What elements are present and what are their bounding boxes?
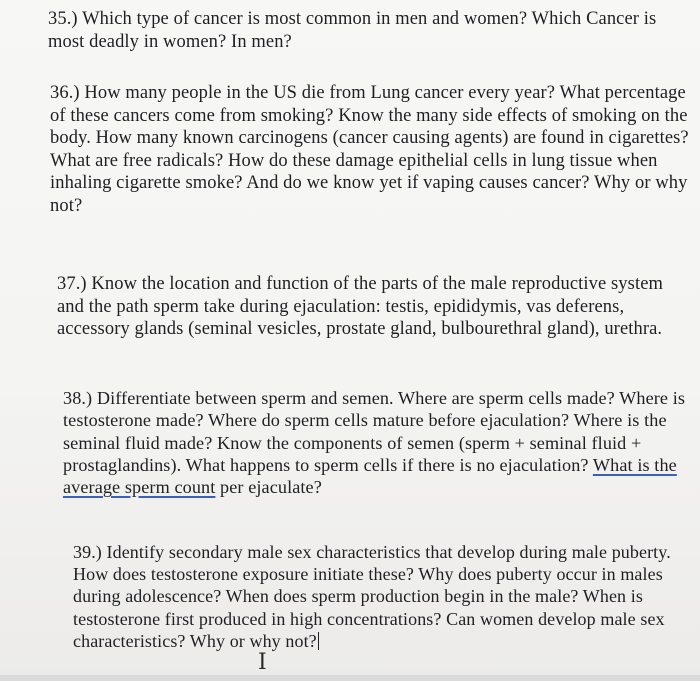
- average-sperm-count-link[interactable]: What is the average sperm count: [63, 454, 677, 498]
- question-38: [63, 387, 687, 498]
- question-35: 35.) Which type of cancer is most common in men and women? Which Cancer is most deadly in women? In men?: [48, 9, 657, 52]
- question-37: 37.) Know the location and function of the parts of the male reproductive system and the path sperm take during ejaculation: testis, epididymis, vas deferens, accessory glands (seminal vesicles, prostate gland, bulbourethral gland), urethra.: [57, 274, 663, 339]
- question-39[interactable]: [73, 541, 687, 652]
- bottom-border: [0, 675, 700, 681]
- question-38-text-start: 38.) Differentiate between sperm and semen. Where are sperm cells made? Where is testosterone made? Where do sperm cells mature before ejaculation? Where is the seminal fluid made? Know the components of semen (sperm + seminal fluid + prostaglandins). What happens to sperm cells if there is no ejaculation?: [63, 388, 686, 475]
- question-39-text: 39.) Identify secondary male sex characteristics that develop during male puberty. How does testosterone exposure initiate these? Why does puberty occur in males during adolescence? When does sperm production begin in the male? When is testosterone first produced in high concentrations? Can women develop male sex characteristics? Why or why not?: [73, 542, 671, 651]
- question-38-text-end: per ejaculate?: [215, 477, 322, 498]
- text-caret: [318, 632, 319, 650]
- i-beam-cursor-icon: I: [258, 650, 267, 675]
- question-36: 36.) How many people in the US die from Lung cancer every year? What percentage of these cancers come from smoking? Know the many side effects of smoking on the body. How many known carcinogens (cancer causing agents) are found in cigarettes? What are free radicals? How do these damage epithelial cells in lung tissue when inhaling cigarette smoke? And do we know yet if vaping causes cancer? Why or why not?: [50, 83, 689, 216]
